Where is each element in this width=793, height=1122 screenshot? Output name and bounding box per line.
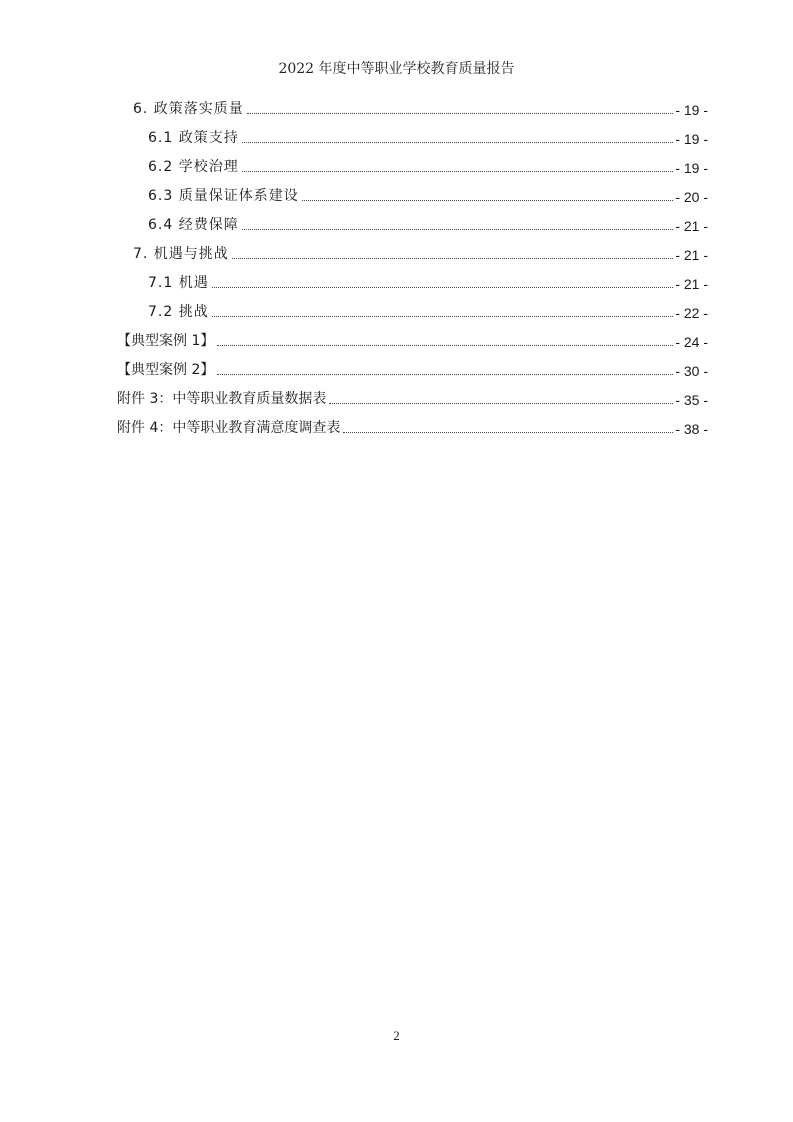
toc-entry-page: - 30 - xyxy=(675,363,708,379)
toc-entry-page: - 20 - xyxy=(675,189,708,205)
toc-entry-label: 【典型案例 1】 xyxy=(117,330,217,350)
toc-entry-label: 6.1 政策支持 xyxy=(148,127,242,147)
toc-leader xyxy=(242,142,674,143)
toc-entry-page: - 19 - xyxy=(675,160,708,176)
toc-leader xyxy=(247,113,674,114)
toc-leader xyxy=(217,374,673,375)
toc-entry-label: 6.3 质量保证体系建设 xyxy=(148,185,302,205)
toc-leader xyxy=(329,403,673,404)
toc-entry-page: - 21 - xyxy=(675,276,708,292)
toc-entry-label: 7. 机遇与挑战 xyxy=(133,243,232,263)
toc-entry[interactable] xyxy=(117,415,708,437)
toc-entry[interactable] xyxy=(148,299,708,321)
toc-entry-page: - 21 - xyxy=(675,218,708,234)
toc-leader xyxy=(212,287,674,288)
toc-entry[interactable] xyxy=(117,386,708,408)
toc-entry-label: 7.2 挑战 xyxy=(148,301,212,321)
toc-entry-page: - 19 - xyxy=(675,131,708,147)
toc-entry[interactable] xyxy=(133,96,708,118)
toc-entry[interactable] xyxy=(148,154,708,176)
toc-entry-label: 6. 政策落实质量 xyxy=(133,98,247,118)
toc-entry-label: 6.4 经费保障 xyxy=(148,214,242,234)
toc-entry-label: 附件 3：中等职业教育质量数据表 xyxy=(117,388,329,408)
toc-entry-label: 7.1 机遇 xyxy=(148,272,212,292)
toc-leader xyxy=(232,258,674,259)
toc-leader xyxy=(242,171,674,172)
toc-leader xyxy=(242,229,674,230)
page-number: 2 xyxy=(393,1028,400,1043)
toc-entry-label: 附件 4：中等职业教育满意度调查表 xyxy=(117,417,343,437)
toc-leader xyxy=(212,316,674,317)
toc-entry[interactable] xyxy=(117,328,708,350)
page-header: 2022 年度中等职业学校教育质量报告 xyxy=(278,61,515,77)
toc-entry-label: 【典型案例 2】 xyxy=(117,359,217,379)
toc-entry[interactable] xyxy=(148,270,708,292)
toc-entry-page: - 38 - xyxy=(675,421,708,437)
toc-entry[interactable] xyxy=(148,212,708,234)
toc-entry[interactable] xyxy=(148,183,708,205)
toc-leader xyxy=(343,432,673,433)
toc-leader xyxy=(302,200,674,201)
toc-entry[interactable] xyxy=(117,357,708,379)
toc-entry[interactable] xyxy=(133,241,708,263)
toc-entry-label: 6.2 学校治理 xyxy=(148,156,242,176)
toc-entry-page: - 24 - xyxy=(675,334,708,350)
toc-entry[interactable] xyxy=(148,125,708,147)
toc-entry-page: - 19 - xyxy=(675,102,708,118)
toc-leader xyxy=(217,345,673,346)
toc-entry-page: - 35 - xyxy=(675,392,708,408)
toc-entry-page: - 22 - xyxy=(675,305,708,321)
toc-entry-page: - 21 - xyxy=(675,247,708,263)
